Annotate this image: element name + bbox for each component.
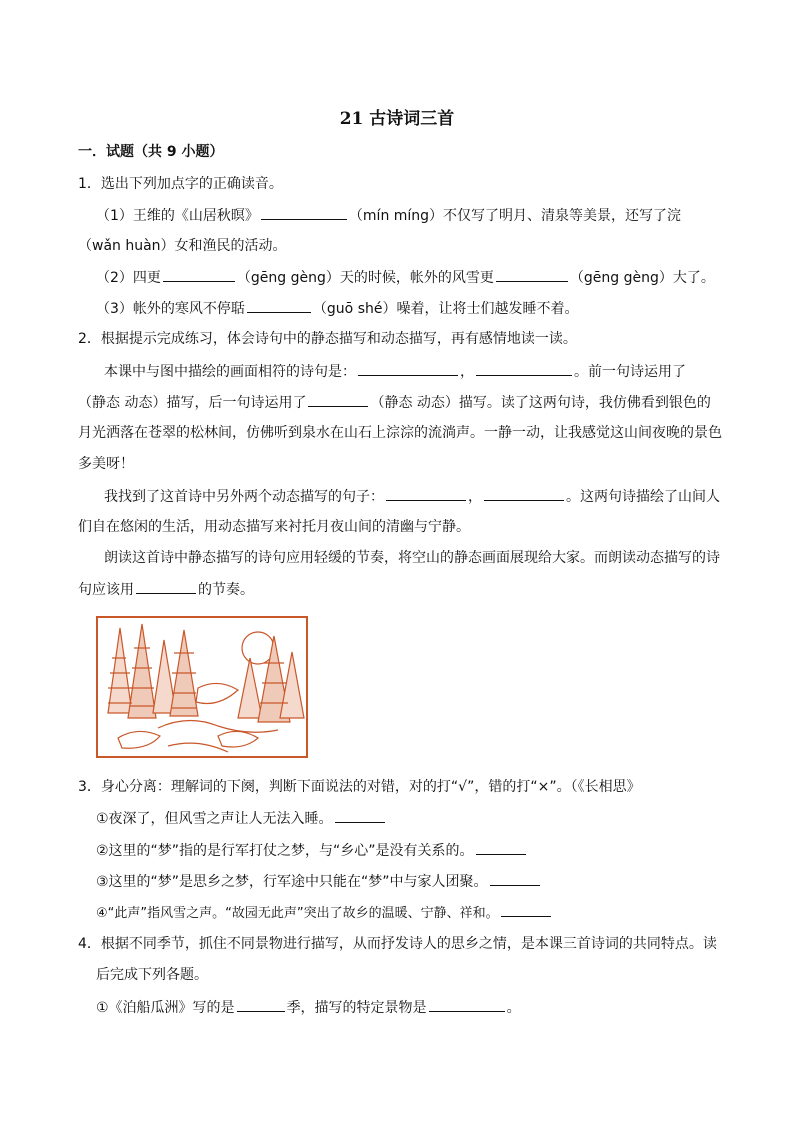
q1-item-2-text-b: （gēng gèng）天的时候，帐外的风雪更 — [236, 270, 494, 286]
q4-text: 季，描写的特定景物是 — [286, 1000, 427, 1016]
q1-item-2-text-a: （2）四更 — [96, 270, 161, 286]
forest-moon-illustration — [96, 616, 308, 758]
q1-item-3-text-a: （3）帐外的寒风不停聒 — [96, 301, 245, 317]
answer-blank[interactable] — [386, 486, 466, 501]
q3-item-4 — [96, 902, 553, 924]
q1-item-1-text-a: （1）王维的《山居秋暝》 — [96, 208, 259, 224]
q4-stem-line2: 后完成下列各题。 — [96, 967, 208, 983]
answer-blank[interactable] — [163, 267, 235, 282]
q2-text: ， — [468, 489, 482, 505]
q2-text: 。前一句诗运用了 — [574, 364, 686, 380]
q1-stem: 1．选出下列加点字的正确读音。 — [78, 176, 283, 192]
q1-item-1 — [96, 205, 681, 226]
q2-para1-line4: 多美呀！ — [78, 456, 134, 472]
q1-item-3-text-b: （guō shé）噪着，让将士们越发睡不着。 — [312, 301, 579, 317]
answer-blank[interactable] — [501, 902, 551, 917]
q2-para3-line1: 朗读这首诗中静态描写的诗句应用轻缓的节奏，将空山的静态画面展现给大家。而朗读动态描写的诗 — [104, 550, 720, 566]
answer-blank[interactable] — [358, 361, 458, 376]
q4-stem-line1: 4．根据不同季节，抓住不同景物进行描写，从而抒发诗人的思乡之情，是本课三首诗词的共同特点。读 — [78, 936, 717, 952]
q1-item-1-cont: （wǎn huàn）女和渔民的活动。 — [78, 238, 287, 254]
answer-blank[interactable] — [476, 840, 526, 855]
q3-item-1 — [96, 808, 387, 829]
answer-blank[interactable] — [335, 808, 385, 823]
q3-text: ③这里的“梦”是思乡之梦，行军途中只能在“梦”中与家人团聚。 — [96, 874, 488, 890]
q2-stem: 2．根据提示完成练习，体会诗句中的静态描写和动态描写，再有感情地读一读。 — [78, 331, 577, 347]
q2-para1-line3: 月光洒落在苍翠的松林间，仿佛听到泉水在山石上淙淙的流淌声。一静一动，让我感觉这山间夜晚的景色 — [78, 425, 722, 441]
q1-item-2-text-c: （gēng gèng）大了。 — [569, 270, 715, 286]
q4-text: ①《泊船瓜洲》写的是 — [96, 1000, 235, 1016]
q2-para1-line2 — [78, 392, 711, 413]
q4-item-1 — [96, 997, 521, 1018]
pine-forest-drawing — [98, 618, 306, 756]
q3-text: ①夜深了，但风雪之声让人无法入睡。 — [96, 811, 333, 827]
answer-blank[interactable] — [136, 579, 196, 594]
answer-blank[interactable] — [476, 361, 572, 376]
q2-text: ， — [460, 364, 474, 380]
q2-text: （静态 动态）描写。读了这两句诗，我仿佛看到银色的 — [370, 395, 711, 411]
q3-item-2 — [96, 840, 528, 861]
q2-text: 。这两句诗描绘了山间人 — [566, 489, 720, 505]
q2-text: 句应该用 — [78, 582, 134, 598]
q1-item-3 — [96, 298, 578, 319]
q2-text: （静态 动态）描写，后一句诗运用了 — [78, 395, 307, 411]
answer-blank[interactable] — [308, 392, 368, 407]
q2-para3-line2 — [78, 579, 254, 600]
answer-blank[interactable] — [429, 997, 505, 1012]
section-heading: 一．试题（共 9 小题） — [78, 144, 224, 160]
q2-text: 我找到了这首诗中另外两个动态描写的句子： — [104, 489, 384, 505]
answer-blank[interactable] — [484, 486, 564, 501]
q2-para1-line1 — [104, 361, 686, 382]
page-title: 21 古诗词三首 — [339, 109, 455, 129]
q2-text: 本课中与图中描绘的画面相符的诗句是： — [104, 364, 356, 380]
q3-item-3 — [96, 871, 542, 892]
q2-para2-line2: 们自在悠闲的生活，用动态描写来衬托月夜山间的清幽与宁静。 — [78, 519, 470, 535]
q1-item-1-text-b: （mín míng）不仅写了明月、清泉等美景，还写了浣 — [348, 208, 682, 224]
answer-blank[interactable] — [247, 298, 311, 313]
answer-blank[interactable] — [490, 871, 540, 886]
q3-stem: 3．身心分离：理解词的下阕，判断下面说法的对错，对的打“√”，错的打“×”。（《长相思》 — [78, 779, 641, 795]
q3-text: ④“此声”指风雪之声。“故园无此声”突出了故乡的温暖、宁静、祥和。 — [96, 906, 499, 921]
q1-item-2 — [96, 267, 715, 288]
answer-blank[interactable] — [261, 205, 347, 220]
answer-blank[interactable] — [496, 267, 568, 282]
q2-text: 的节奏。 — [198, 582, 254, 598]
q3-text: ②这里的“梦”指的是行军打仗之梦，与“乡心”是没有关系的。 — [96, 843, 474, 859]
answer-blank[interactable] — [237, 997, 285, 1012]
q4-text: 。 — [506, 1000, 521, 1016]
q2-para2-line1 — [104, 486, 720, 507]
